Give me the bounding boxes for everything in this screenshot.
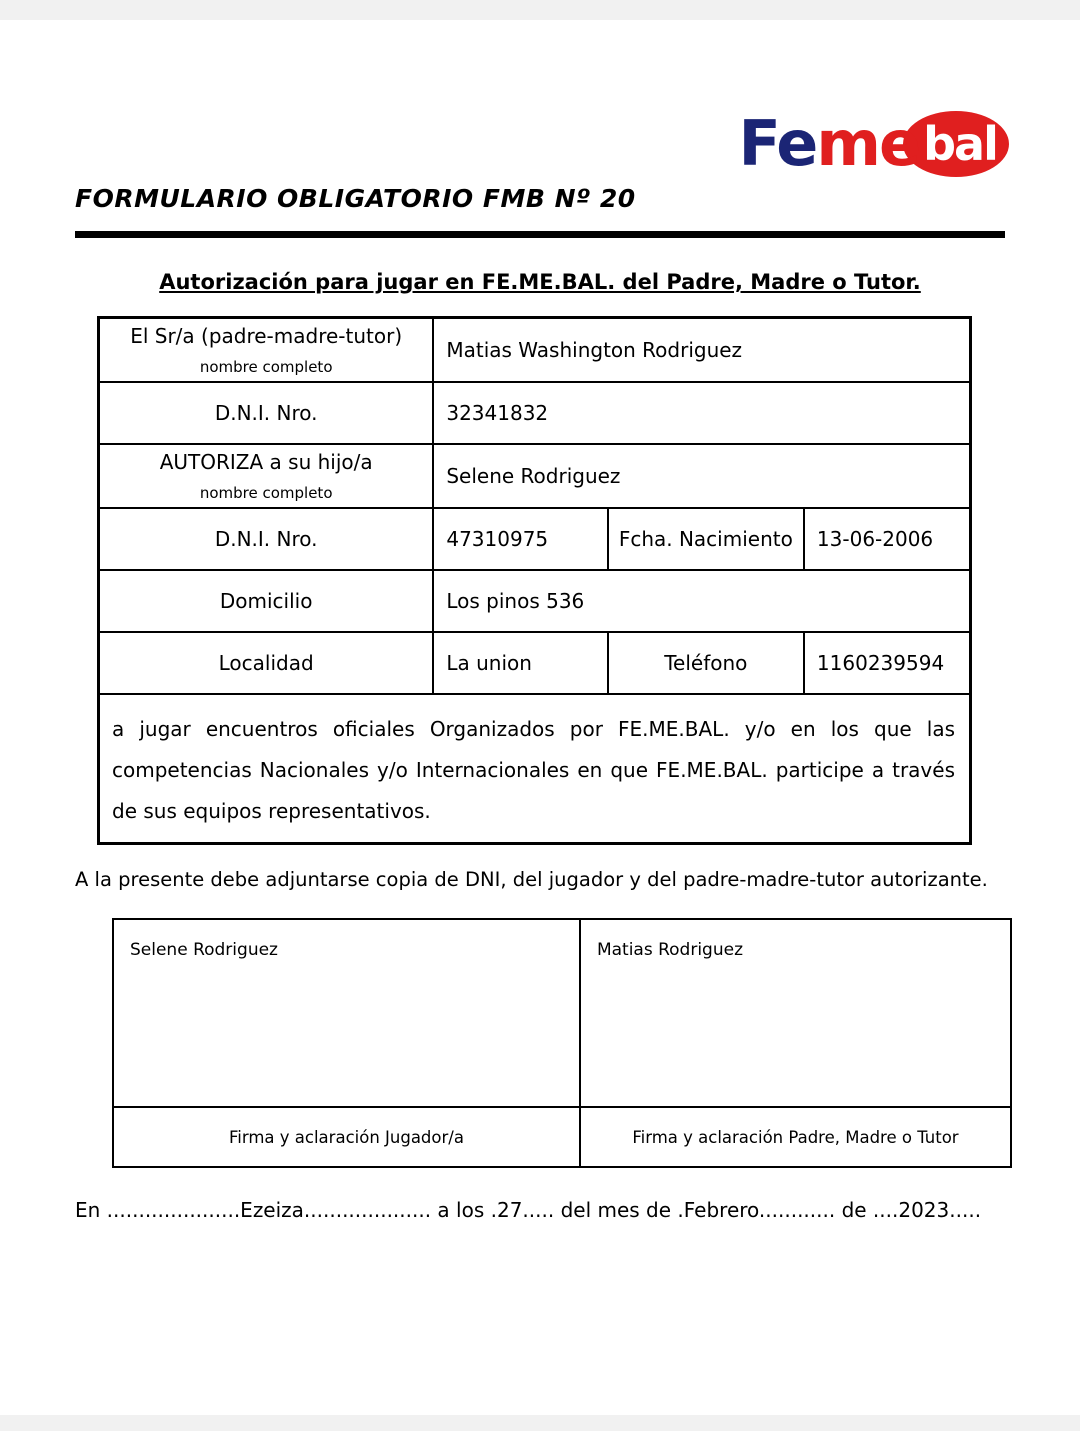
field-label-phone: Teléfono [608, 632, 804, 694]
field-value-city: La union [433, 632, 607, 694]
field-label-city: Localidad [99, 632, 434, 694]
field-label-text: AUTORIZA a su hijo/a [159, 450, 373, 474]
logo-text-me: me [816, 107, 919, 180]
logo-text-bal: bal [923, 117, 997, 171]
attachment-note: A la presente debe adjuntarse copia de DNI, del jugador y del padre-madre-tutor autorizante. [75, 868, 988, 891]
table-row [99, 382, 971, 444]
signature-table [112, 918, 1012, 1168]
table-row [99, 632, 971, 694]
table-row [99, 444, 971, 508]
field-label-child-name [99, 444, 434, 508]
header-rule [75, 231, 1005, 238]
field-value-parent-name: Matias Washington Rodriguez [433, 318, 970, 383]
table-row [99, 318, 971, 383]
field-value-address: Los pinos 536 [433, 570, 970, 632]
authorization-table [97, 316, 972, 845]
date-line: En .....................Ezeiza.................... a los .27..... del mes de .Febrero............ de ....2023..... [75, 1198, 982, 1222]
table-row [99, 694, 971, 844]
authorization-clause: a jugar encuentros oficiales Organizados por FE.ME.BAL. y/o en los que las competencias Nacionales y/o Internacionales en que FE.ME.BAL. participe a través de sus equipos representativos. [99, 694, 971, 844]
field-value-parent-dni: 32341832 [433, 382, 970, 444]
logo-text [738, 107, 919, 180]
field-label-child-dni: D.N.I. Nro. [99, 508, 434, 570]
table-row [113, 919, 1011, 1107]
field-value-phone: 1160239594 [804, 632, 971, 694]
table-row [99, 508, 971, 570]
logo-text-fe: Fe [738, 107, 817, 180]
form-title: FORMULARIO OBLIGATORIO FMB Nº 20 [75, 184, 636, 213]
player-signature-cell: Selene Rodriguez [113, 919, 580, 1107]
field-sublabel-text: nombre completo [199, 358, 333, 376]
form-page [0, 20, 1080, 1415]
field-value-birthdate: 13-06-2006 [804, 508, 971, 570]
player-signature-label: Firma y aclaración Jugador/a [113, 1107, 580, 1167]
tutor-signature-label: Firma y aclaración Padre, Madre o Tutor [580, 1107, 1011, 1167]
field-label-birthdate: Fcha. Nacimiento [608, 508, 804, 570]
field-value-child-name: Selene Rodriguez [433, 444, 970, 508]
authorization-heading: Autorización para jugar en FE.ME.BAL. del Padre, Madre o Tutor. [159, 270, 921, 294]
table-row [99, 570, 971, 632]
table-row [113, 1107, 1011, 1167]
field-label-parent-name [99, 318, 434, 383]
field-value-child-dni: 47310975 [433, 508, 607, 570]
field-label-parent-dni: D.N.I. Nro. [99, 382, 434, 444]
femebal-logo [738, 108, 1009, 180]
field-label-address: Domicilio [99, 570, 434, 632]
field-label-text: El Sr/a (padre-madre-tutor) [130, 324, 403, 348]
field-sublabel-text: nombre completo [199, 484, 333, 502]
tutor-signature-cell: Matias Rodriguez [580, 919, 1011, 1107]
